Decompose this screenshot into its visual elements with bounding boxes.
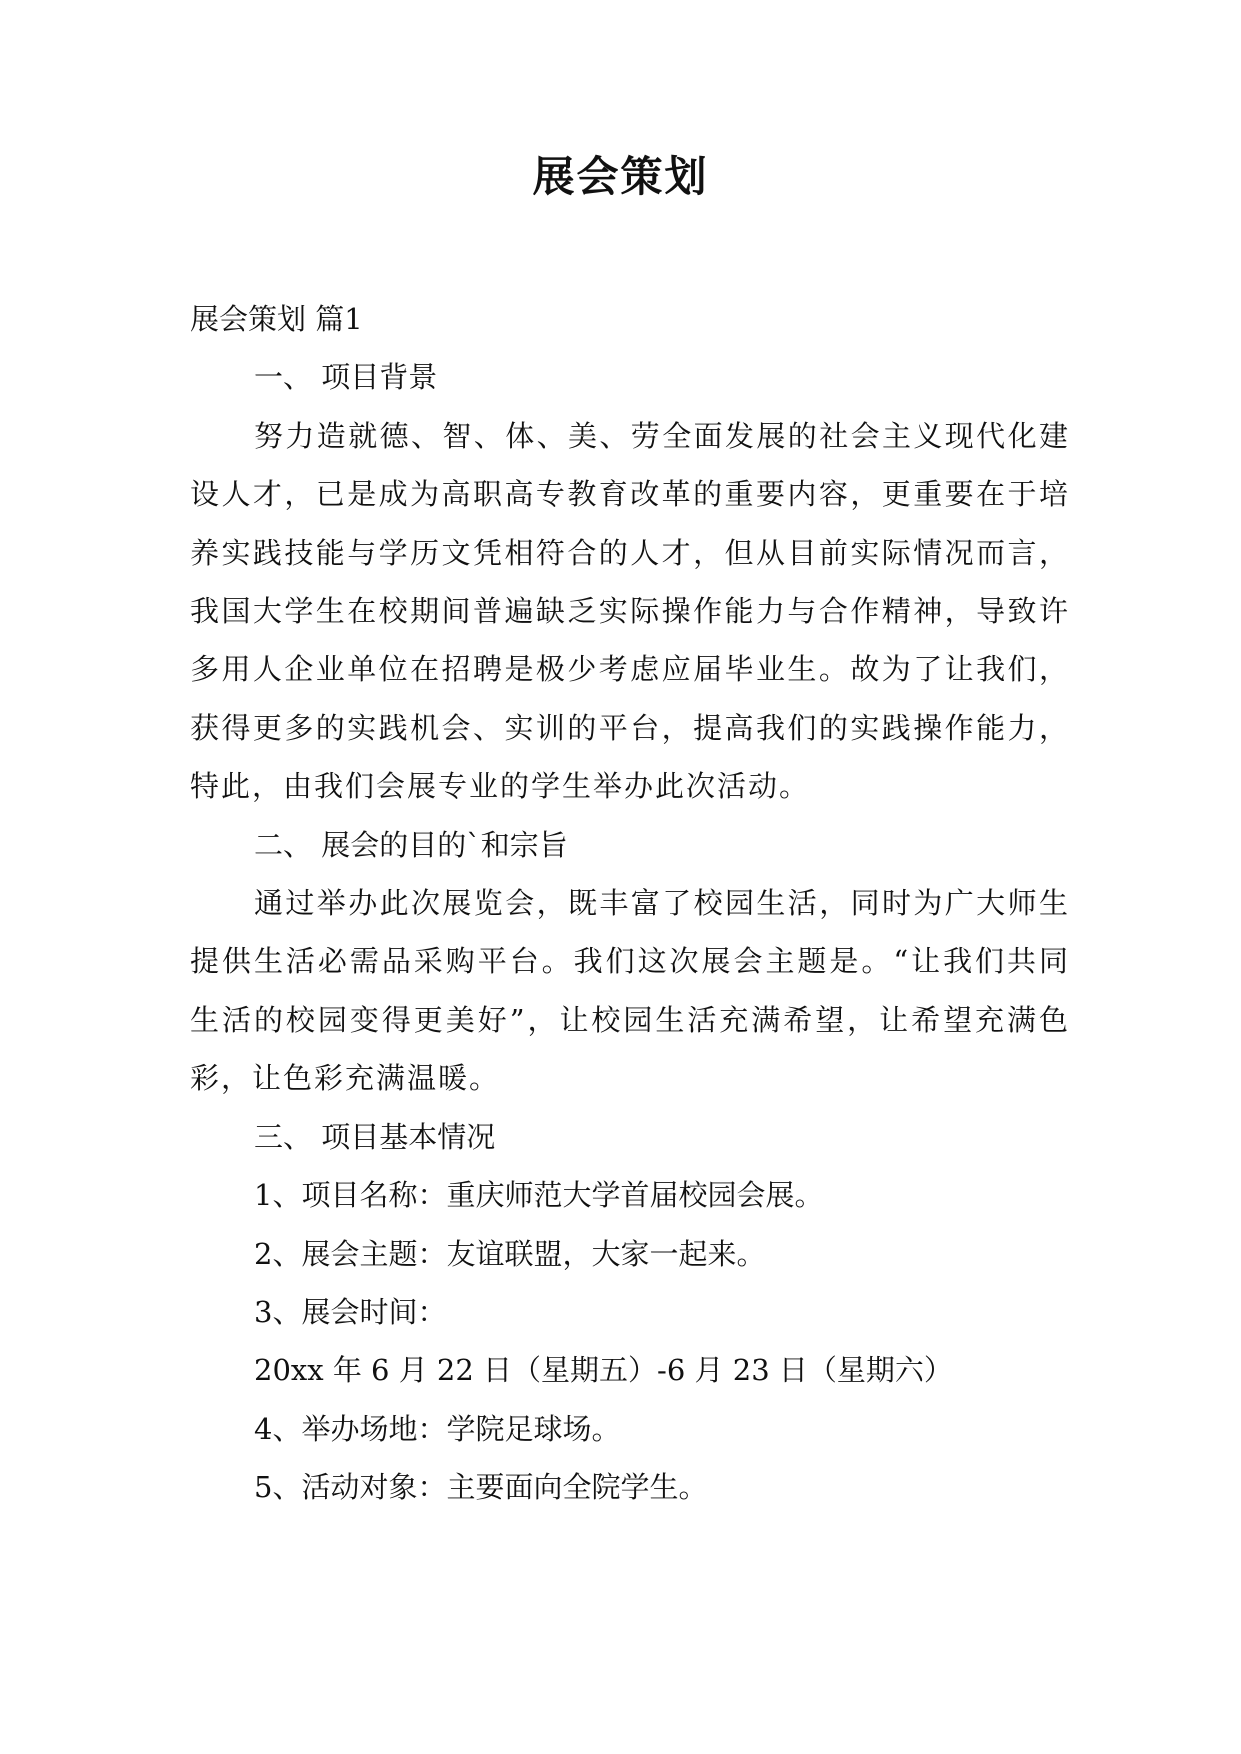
section-heading-purpose: 二、 展会的目的`和宗旨 [254, 827, 568, 862]
info-item-project-name: 1、项目名称：重庆师范大学首届校园会展。 [254, 1178, 824, 1213]
info-item-theme: 2、展会主题：友谊联盟，大家一起来。 [254, 1236, 766, 1271]
info-item-time-value: 20xx 年 6 月 22 日（星期五）-6 月 23 日（星期六） [254, 1353, 953, 1388]
background-paragraph: 努力造就德、智、体、美、劳全面发展的社会主义现代化建设人才，已是成为高职高专教育改革的重要内容，更重要在于培养实践技能与学历文凭相符合的人才，但从目前实际情况而言，我国大学生在校期间普遍缺乏实际操作能力与合作精神，导致许多用人企业单位在招聘是极少考虑应届毕业生。故为了让我们，获得更多的实践机会、实训的平台，提高我们的实践操作能力，特此，由我们会展专业的学生举办此次活动。 [190, 418, 1070, 804]
document-subtitle: 展会策划 篇1 [190, 302, 363, 336]
info-item-venue: 4、举办场地：学院足球场。 [254, 1411, 621, 1446]
info-item-audience: 5、活动对象：主要面向全院学生。 [254, 1470, 708, 1505]
document-body [190, 290, 1070, 1517]
section-heading-background: 一、 项目背景 [254, 360, 438, 395]
purpose-paragraph: 通过举办此次展览会，既丰富了校园生活，同时为广大师生提供生活必需品采购平台。我们这次展会主题是。“让我们共同生活的校园变得更美好”，让校园生活充满希望，让希望充满色彩，让色彩充满温暖。 [190, 886, 1070, 1096]
document-title: 展会策划 [532, 152, 709, 201]
section-heading-basic-info: 三、 项目基本情况 [254, 1119, 496, 1154]
info-item-time-label: 3、展会时间： [254, 1294, 447, 1329]
